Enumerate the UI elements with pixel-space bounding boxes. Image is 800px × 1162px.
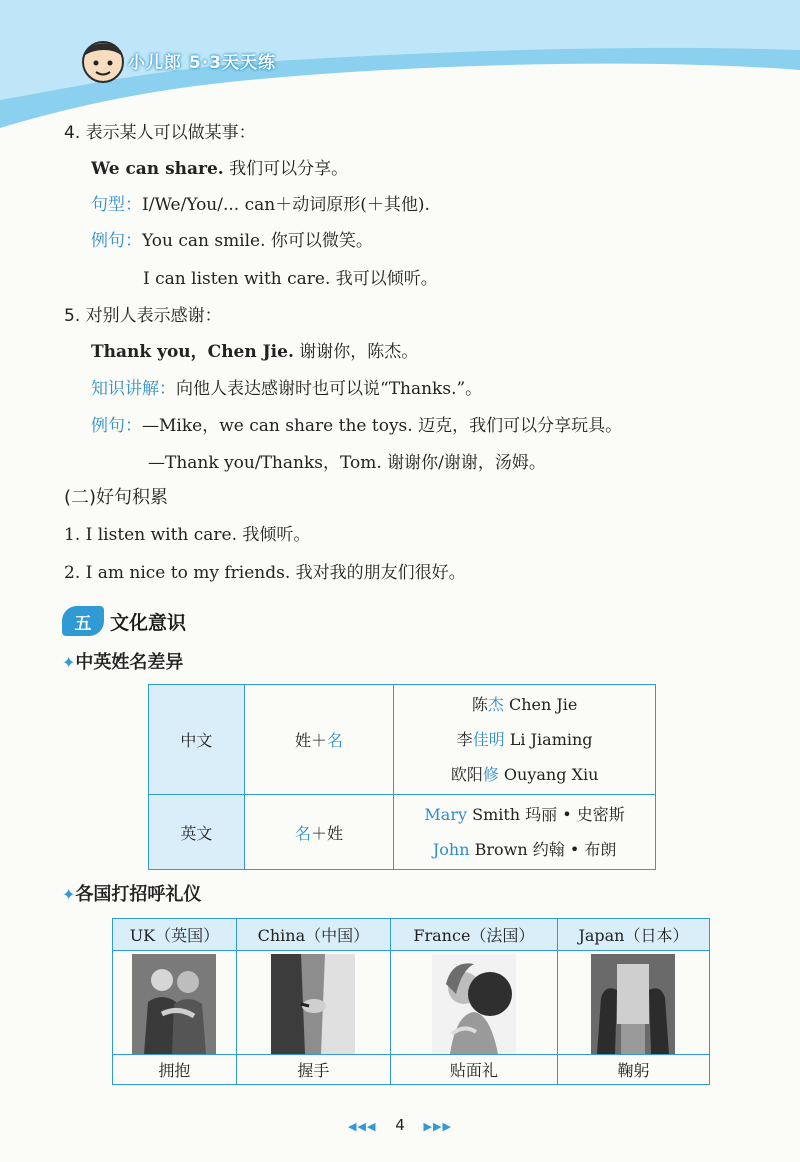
- en-ex1-given: Mary: [424, 805, 468, 824]
- good-sentence-2: 2. I am nice to my friends. 我对我的朋友们很好。: [64, 563, 466, 583]
- item5-sample: [91, 415, 622, 437]
- caption-china: 握手: [236, 1055, 390, 1085]
- left-arrows-icon: ◀◀◀: [348, 1120, 377, 1133]
- item4-pattern-label: 句型：: [91, 195, 142, 215]
- names-subheading: [62, 648, 183, 674]
- cheek-kiss-photo: [432, 954, 516, 1054]
- item5-sample-label: 例句：: [91, 416, 142, 436]
- cn-rule-cell: [244, 685, 394, 795]
- cn-ex1-pinyin: Chen Jie: [503, 695, 578, 714]
- cn-ex2-pinyin: Li Jiaming: [504, 730, 593, 749]
- table-row: [113, 1055, 710, 1085]
- item5-note-label: 知识讲解：: [91, 379, 176, 399]
- item4-example-cn: 我们可以分享。: [229, 159, 349, 179]
- table-row: [149, 795, 656, 870]
- right-arrows-icon: ▶▶▶: [423, 1120, 452, 1133]
- item4-pattern-text: I/We/You/... can＋动词原形(＋其他).: [142, 195, 430, 215]
- cn-ex2-given: 佳明: [472, 730, 505, 749]
- cn-label-cell: 中文: [149, 685, 245, 795]
- item4-sample1: You can smile. 你可以微笑。: [142, 231, 373, 251]
- cn-ex3-pinyin: Ouyang Xiu: [498, 765, 599, 784]
- hug-photo: [132, 954, 216, 1054]
- item4-title: 4. 表示某人可以做某事：: [64, 123, 256, 143]
- table-row: [113, 919, 710, 951]
- en-example-1: [394, 797, 655, 832]
- cn-ex1-given: 杰: [487, 695, 504, 714]
- diamond-star-icon: ✦: [62, 885, 76, 904]
- item4-sample: [91, 230, 373, 252]
- table-row: [113, 951, 710, 1055]
- cn-example-1: [394, 687, 655, 722]
- cn-ex1-surname: 陈: [471, 695, 488, 714]
- brand-title: 小儿郎 5·3天天练: [128, 53, 277, 73]
- bow-photo: [591, 954, 675, 1054]
- page-header: [0, 0, 800, 130]
- header-france: France（法国）: [390, 919, 557, 951]
- greetings-subheading: [62, 880, 201, 906]
- photo-cell-china: [236, 951, 390, 1055]
- section5-badge: 五: [62, 606, 104, 636]
- table-row: [149, 685, 656, 795]
- en-label-cell: 英文: [149, 795, 245, 870]
- cn-examples-cell: [394, 685, 656, 795]
- page-number: 4: [395, 1116, 405, 1134]
- section5-header: [62, 606, 186, 636]
- section5-title: 文化意识: [110, 611, 187, 634]
- good-sentences-title: (二)好句积累: [64, 487, 169, 508]
- item5-note-text: 向他人表达感谢时也可以说“Thanks.”。: [176, 379, 483, 399]
- photo-cell-france: [390, 951, 557, 1055]
- header-china: China（中国）: [236, 919, 390, 951]
- en-rule-cell: [244, 795, 394, 870]
- mascot-icon: [78, 36, 128, 86]
- en-examples-cell: [394, 795, 656, 870]
- item4-pattern: [91, 194, 430, 216]
- cn-rule-a: 姓＋: [294, 731, 327, 750]
- good-sentence-1: 1. I listen with care. 我倾听。: [64, 525, 311, 545]
- en-example-2: [394, 832, 655, 867]
- cn-example-2: [394, 722, 655, 757]
- handshake-photo: [271, 954, 355, 1054]
- diamond-star-icon: ✦: [62, 653, 76, 672]
- item4-example: [91, 158, 348, 180]
- item4-sample2: I can listen with care. 我可以倾听。: [143, 269, 438, 289]
- cn-rule-b: 名: [326, 731, 343, 750]
- en-ex2-given: John: [432, 840, 470, 859]
- cn-ex3-given: 修: [482, 765, 499, 784]
- greetings-subheading-text: 各国打招呼礼仪: [75, 884, 202, 905]
- names-subheading-text: 中英姓名差异: [75, 652, 184, 673]
- item5-title: 5. 对别人表示感谢：: [64, 306, 222, 326]
- en-ex1-rest: Smith 玛丽 • 史密斯: [467, 805, 625, 824]
- cn-ex2-surname: 李: [456, 730, 473, 749]
- page-footer: [0, 1116, 800, 1134]
- en-rule-a: 名: [294, 823, 311, 843]
- item4-sample-label: 例句：: [91, 231, 142, 251]
- greetings-table: [112, 918, 710, 1085]
- cn-ex3-surname: 欧阳: [450, 765, 483, 784]
- en-rule-b: ＋姓: [310, 823, 343, 843]
- item5-sample2: —Thank you/Thanks，Tom. 谢谢你/谢谢，汤姆。: [148, 453, 546, 473]
- item5-note: [91, 378, 482, 400]
- item4-example-en: We can share.: [91, 159, 224, 179]
- photo-cell-uk: [113, 951, 237, 1055]
- header-uk: UK（英国）: [113, 919, 237, 951]
- header-japan: Japan（日本）: [557, 919, 709, 951]
- caption-france: 贴面礼: [390, 1055, 557, 1085]
- item5-example: [91, 341, 418, 363]
- item5-sample1: —Mike，we can share the toys. 迈克，我们可以分享玩具。: [142, 416, 623, 436]
- cn-example-3: [394, 757, 655, 792]
- caption-japan: 鞠躬: [557, 1055, 709, 1085]
- item5-example-cn: 谢谢你，陈杰。: [299, 342, 419, 362]
- names-table: [148, 684, 656, 870]
- photo-cell-japan: [557, 951, 709, 1055]
- caption-uk: 拥抱: [113, 1055, 237, 1085]
- item5-example-en: Thank you，Chen Jie.: [91, 342, 294, 362]
- en-ex2-rest: Brown 约翰 • 布朗: [469, 840, 617, 859]
